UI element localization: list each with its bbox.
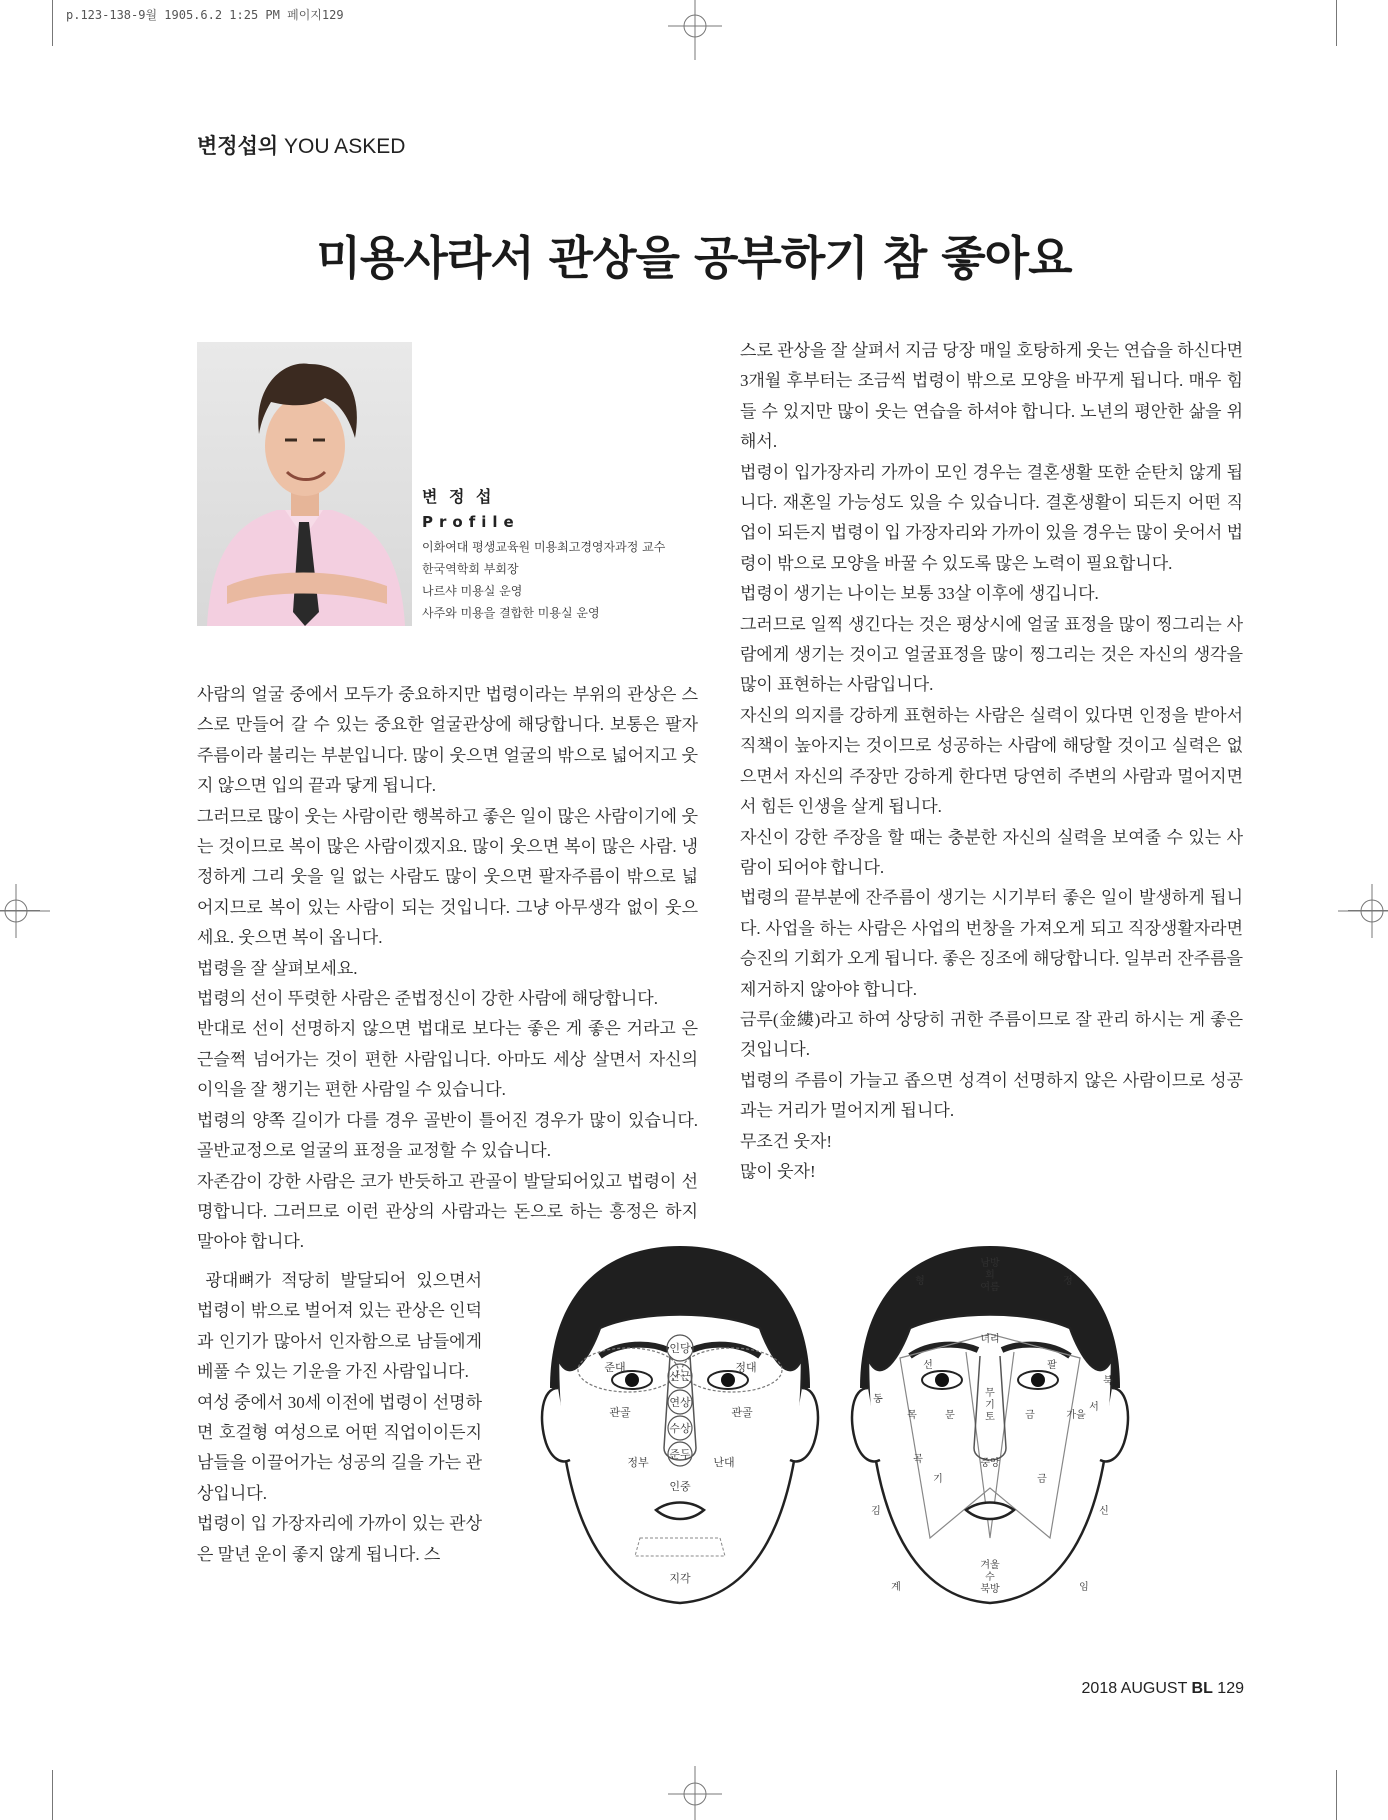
diagram-label: 신 [1099, 1506, 1109, 1517]
crosshair-left-icon [0, 884, 50, 938]
section-author: 변정섭의 [197, 135, 279, 158]
paragraph: 자신이 강한 주장을 할 때는 충분한 자신의 실력을 보여줄 수 있는 사람이 되어야 합니다. [740, 827, 1243, 877]
diagram-label: 산근 [669, 1370, 691, 1383]
paragraph: 무조건 웃자! [740, 1131, 833, 1151]
face-diagram-left [542, 1246, 818, 1603]
diagram-label: 지각 [669, 1572, 691, 1585]
diagram-label: 회 [985, 1270, 995, 1281]
profile-line: 사주와 미용을 결합한 미용실 운영 [422, 606, 600, 620]
diagram-label: 토 [985, 1412, 995, 1423]
paragraph: 법령의 끝부분에 잔주름이 생기는 시기부터 좋은 일이 발생하게 됩니다. 사업을 하는 사람은 사업의 번창을 가져오게 되고 직장생활자라면 승진의 기회가 오게 됩니다. 좋은 징조에 해당합니다. 일부러 잔주름을 제거하지 않아야 합니다. [740, 888, 1243, 999]
diagram-label: 인중 [669, 1480, 691, 1493]
paragraph: 자존감이 강한 사람은 코가 반듯하고 관골이 발달되어있고 법령이 선명합니다. 그러므로 이런 관상의 사람과는 돈으로 하는 흥정은 하지 말아야 합니다. [197, 1171, 698, 1252]
folio-magazine: BL [1191, 1680, 1213, 1697]
paragraph: 법령이 입가장자리 가까이 모인 경우는 결혼생활 또한 순탄치 않게 됩니다. 재혼일 가능성도 있을 수 있습니다. 결혼생활이 되든지 어떤 직업이 되든지 법령이 입 가장자리와 가까이 있을 경우는 많이 웃어서 법령이 밖으로 모양을 바꿀 수 있도록 많은 노력이 필요합니다. [740, 462, 1243, 573]
diagram-label: 난대 [713, 1456, 735, 1469]
right-column [740, 336, 1243, 1187]
diagram-label: 북 [1103, 1376, 1113, 1387]
diagram-label: 팔 [1047, 1360, 1057, 1371]
section-label [197, 130, 405, 160]
face-diagrams [520, 1238, 1170, 1618]
diagram-label: 가을 [1066, 1410, 1086, 1421]
diagram-label: 금 [1025, 1410, 1035, 1421]
crosshair-top-icon [668, 0, 722, 60]
diagram-label: 준대 [604, 1361, 626, 1374]
paragraph: 그러므로 많이 웃는 사람이란 행복하고 좋은 일이 많은 사람이기에 웃는 것이므로 복이 많은 사람이겠지요. 많이 웃으면 복이 많은 사람. 냉정하게 그리 웃을 일 없는 사람도 많이 웃으면 팔자주름이 밖으로 넓어지므로 복이 있는 사람이 되는 것입니다. 그냥 아무생각 없이 웃으세요. 웃으면 복이 옵니다. [197, 806, 698, 948]
diagram-label: 수 [985, 1572, 995, 1583]
paragraph: 여성 중에서 30세 이전에 법령이 선명하면 호걸형 여성으로 어떤 직업이이든지 남들을 이끌어가는 성공의 길을 가는 관상입니다. [197, 1392, 482, 1503]
diagram-label: 관골 [731, 1406, 753, 1419]
diagram-label: 계 [891, 1582, 901, 1593]
author-profile [422, 484, 665, 623]
diagram-label: 서 [1089, 1402, 1099, 1413]
article-headline: 미용사라서 관상을 공부하기 참 좋아요 [316, 231, 1072, 285]
diagram-label: 임 [1079, 1582, 1089, 1593]
paragraph: 그러므로 일찍 생긴다는 것은 평상시에 얼굴 표정을 많이 찡그리는 사람에게 생기는 것이고 얼굴표정을 많이 찡그리는 것은 자신의 생각을 많이 표현하는 사람입니다. [740, 614, 1243, 695]
profile-line: 나르샤 미용실 운영 [422, 584, 523, 598]
page-folio [1082, 1680, 1244, 1698]
diagram-label: 겨울 [980, 1560, 1000, 1571]
author-name: 변 정 섭 [422, 487, 495, 506]
section-title: YOU ASKED [284, 135, 406, 158]
diagram-label: 여름 [980, 1282, 1000, 1293]
diagram-label: 중앙 [980, 1458, 1000, 1469]
paragraph: 법령이 생기는 나이는 보통 33살 이후에 생깁니다. [740, 584, 1099, 604]
crosshair-bottom-icon [668, 1766, 722, 1820]
crosshair-right-icon [1338, 884, 1388, 938]
diagram-label: 문 [945, 1410, 955, 1421]
diagram-label: 관골 [609, 1406, 631, 1419]
paragraph: 자신의 의지를 강하게 표현하는 사람은 실력이 있다면 인정을 받아서 직책이 높아지는 것이므로 성공하는 사람에 해당할 것이고 실력은 없으면서 자신의 주장만 강하게 한다면 당연히 주변의 사람과 멀어지면서 힘든 인생을 살게 됩니다. [740, 705, 1243, 817]
diagram-label: 남방 [980, 1258, 1000, 1269]
profile-line: 한국역학회 부회장 [422, 562, 519, 576]
diagram-label: 곡 [913, 1454, 923, 1465]
diagram-label: 기 [985, 1400, 995, 1411]
profile-label: Profile [422, 513, 520, 531]
diagram-label: 김 [871, 1506, 881, 1517]
diagram-label: 동 [873, 1394, 883, 1405]
print-slug: p.123-138-9월 1905.6.2 1:25 PM 페이지129 [66, 8, 344, 22]
left-column-lower [197, 1266, 482, 1570]
diagram-label: 금 [1037, 1474, 1047, 1485]
diagram-label: 정부 [627, 1456, 649, 1469]
left-column [197, 680, 698, 1258]
paragraph: 반대로 선이 선명하지 않으면 법대로 보다는 좋은 게 좋은 거라고 은근슬쩍 넘어가는 것이 편한 사람입니다. 아마도 세상 살면서 자신의 이익을 잘 챙기는 편한 사람일 수 있습니다. [197, 1019, 698, 1100]
paragraph: 금루(金縷)라고 하여 상당히 귀한 주름이므로 잘 관리 하시는 게 좋은 것입니다. [740, 1009, 1243, 1060]
face-diagram-right [852, 1246, 1128, 1603]
paragraph: 법령을 잘 살펴보세요. [197, 958, 358, 978]
diagram-label: 형 [915, 1276, 925, 1287]
author-photo [197, 342, 412, 626]
paragraph: 광대뼈가 적당히 발달되어 있으면서 법령이 밖으로 벌어져 있는 관상은 인덕과 인기가 많아서 인자함으로 남들에게 베풀 수 있는 기운을 가진 사람입니다. [197, 1271, 482, 1382]
paragraph: 스로 관상을 잘 살펴서 지금 당장 매일 호탕하게 웃는 연습을 하신다면 3개월 후부터는 조금씩 법령이 밖으로 모양을 바꾸게 됩니다. 매우 힘들 수 있지만 많이 웃는 연습을 하셔야 합니다. 노년의 평안한 삶을 위해서. [740, 341, 1243, 452]
folio-date: 2018 AUGUST [1081, 1680, 1188, 1697]
diagram-label: 준두 [669, 1448, 691, 1461]
paragraph: 사람의 얼굴 중에서 모두가 중요하지만 법령이라는 부위의 관상은 스스로 만들어 갈 수 있는 중요한 얼굴관상에 해당합니다. 보통은 팔자주름이라 불리는 부분입니다. 많이 웃으면 얼굴의 밖으로 넓어지고 웃지 않으면 입의 끝과 닿게 됩니다. [197, 685, 698, 796]
diagram-label: 기 [933, 1474, 943, 1485]
diagram-label: 연상 [669, 1396, 691, 1409]
diagram-label: 정대 [735, 1361, 757, 1374]
paragraph: 법령의 양쪽 길이가 다를 경우 골반이 틀어진 경우가 많이 있습니다. 골반교정으로 얼굴의 표정을 교정할 수 있습니다. [197, 1110, 698, 1161]
diagram-label: 선 [923, 1360, 933, 1371]
paragraph: 법령이 입 가장자리에 가까이 있는 관상은 말년 운이 좋지 않게 됩니다. 스 [197, 1514, 482, 1564]
folio-page-number: 129 [1217, 1680, 1244, 1697]
diagram-label: 인당 [669, 1342, 691, 1355]
paragraph: 법령의 선이 뚜렷한 사람은 준법정신이 강한 사람에 해당합니다. [197, 989, 658, 1009]
diagram-label: 녀리 [980, 1334, 1000, 1345]
paragraph: 많이 웃자! [740, 1161, 816, 1181]
diagram-label: 무 [985, 1388, 995, 1399]
profile-line: 이화여대 평생교육원 미용최고경영자과정 교수 [422, 540, 666, 554]
paragraph: 법령의 주름이 가늘고 좁으면 성격이 선명하지 않은 사람이므로 성공과는 거리가 멀어지게 됩니다. [740, 1070, 1243, 1121]
diagram-label: 정 [1063, 1276, 1073, 1287]
diagram-label: 북방 [980, 1584, 1000, 1595]
diagram-label: 목 [907, 1410, 917, 1421]
diagram-label: 수상 [669, 1422, 691, 1435]
